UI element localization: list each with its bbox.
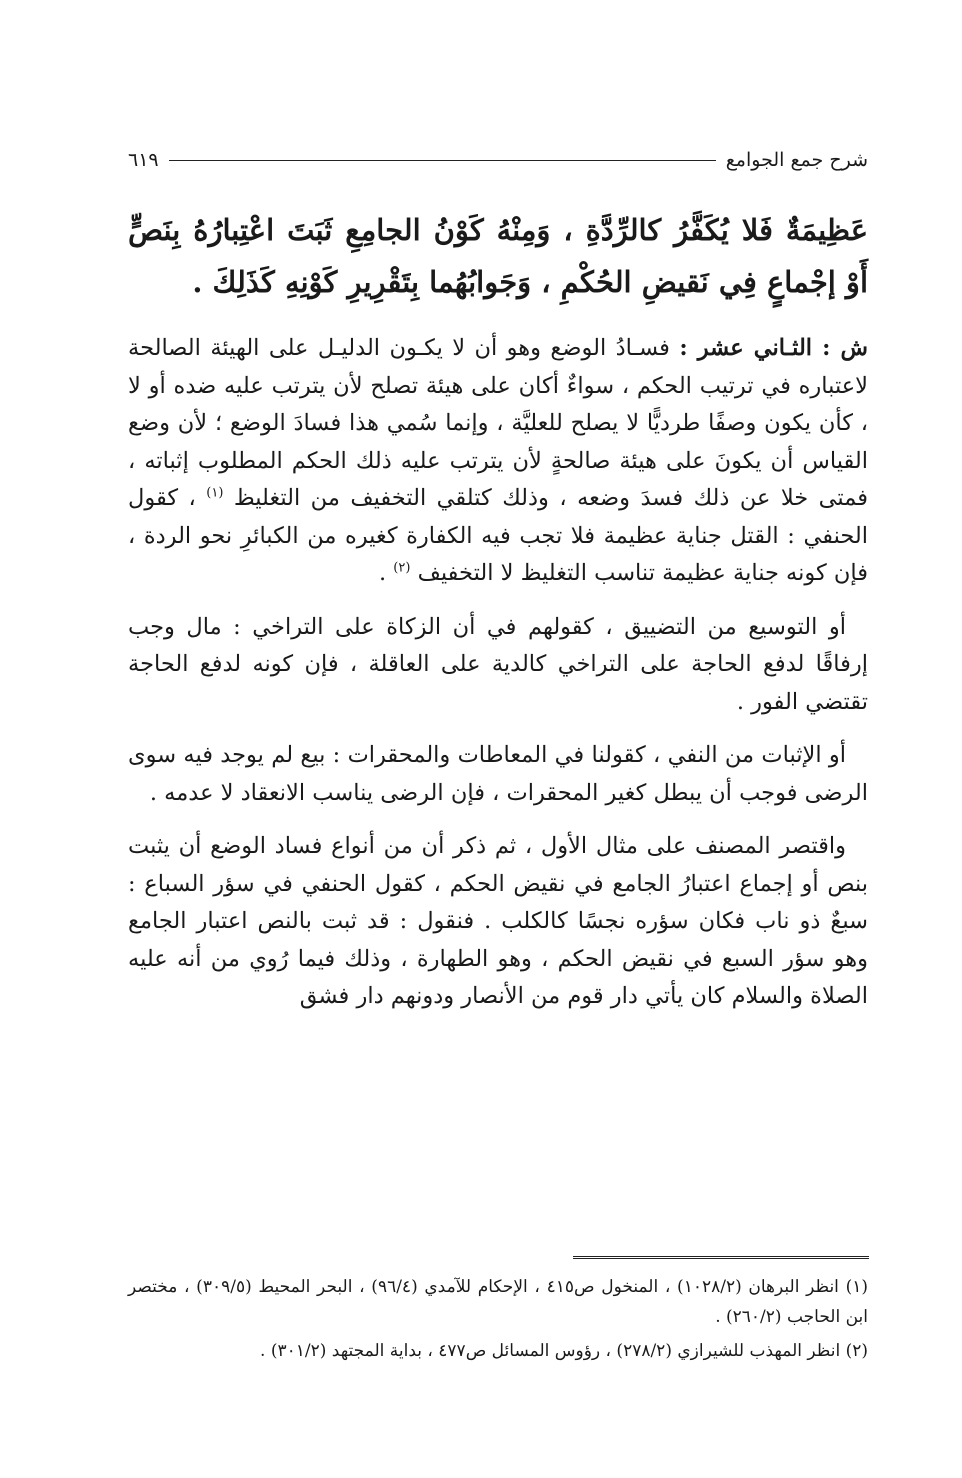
footnote-separator — [573, 1256, 869, 1263]
commentary-paragraph: أو الإثبات من النفي ، كقولنا في المعاطات والمحقرات : بيع لم يوجد فيه سوى الرضى فوجب أن يبطل كغير المحقرات ، فإن الرضى يناسب الانعقاد لا عدمه . — [128, 742, 868, 806]
commentary-paragraph — [128, 330, 868, 593]
commentary-paragraph: أو التوسيع من التضييق ، كقولهم في أن الزكاة على التراخي : مال وجب إرفاقًا لدفع الحاجة على التراخي كالدية على العاقلة ، فإن كونه لدفع الحاجة تقتضي الفور . — [128, 613, 868, 715]
book-title: شرح جمع الجوامع — [725, 149, 868, 171]
running-header — [128, 140, 868, 180]
footnote: (٢) انظر المهذب للشيرازي (٢٧٨/٢) ، رؤوس المسائل ص٤٧٧ ، بداية المجتهد (٣٠١/٢) . — [260, 1341, 868, 1361]
footnotes — [128, 1272, 868, 1370]
footnote-ref[interactable]: (١) — [206, 485, 224, 501]
paragraph-text: ، كقول الحنفي : القتل جناية عظيمة فلا تجب فيه الكفارة كغيره من الكبائرِ نحو الردة ، فإن كونه جناية عظيمة تناسب التغليظ لا التخفيف — [128, 485, 868, 586]
page-body — [128, 140, 868, 1016]
paragraph-lead: ش : الثـاني عشر : — [679, 335, 868, 361]
footnote-ref[interactable]: (٢) — [393, 560, 411, 576]
header-rule — [169, 160, 716, 161]
matn-text: عَظِيمَةٌ فَلا يُكَفَّرُ كالرِّدَّةِ ، وَمِنْهُ كَوْنُ الجامِعِ ثَبَتَ اعْتِبارُهُ بِنَصٍّ أَوْ إجْماعٍ فِي نَقيضِ الحُكْمِ ، وَجَوابُهُما بِتَقْرِيرِ كَوْنِهِ كَذَلِكَ . — [128, 213, 868, 299]
paragraph-text: . — [378, 560, 394, 586]
page-number: ٦١٩ — [128, 149, 159, 171]
commentary-paragraph: واقتصر المصنف على مثال الأول ، ثم ذكر أن من أنواع فساد الوضع أن يثبت بنص أو إجماع اعتبارُ الجامع في نقيض الحكم ، كقول الحنفي في سؤر السباع : سبعٌ ذو ناب فكان سؤره نجسًا كالكلب . فنقول : قد ثبت بالنص اعتبار الجامع وهو سؤر السبع في نقيض الحكم ، وهو الطهارة ، وذلك فيما رُوي من أنه عليه الصلاة والسلام كان يأتي دار قوم من الأنصار ودونهم دار فشق — [128, 833, 868, 1009]
paragraph-text: فسـادُ الوضع وهو أن لا يكـون الدليـل على الهيئة الصالحة لاعتباره في ترتيب الحكم ، سواءٌ أكان على هيئة تصلح لأن يترتب عليه ضده أو لا ، كأن يكون وصفًا طرديًّا لا يصلح للعليَّة ، وإنما سُمي هذا فسادَ الوضع ؛ لأن وضع القياس أن يكونَ على هيئة صالحةٍ لأن يترتب عليه ذلك الحكم المطلوب إثباته ، فمتى خلا عن ذلك فسدَ وضعه ، وذلك كتلقي التخفيف من التغليظ — [128, 335, 868, 511]
footnote: (١) انظر البرهان (١٠٢٨/٢) ، المنخول ص٤١٥ ، الإحكام للآمدي (٩٦/٤) ، البحر المحيط (٣٠٩/٥) ، مختصر ابن الحاجب (٢٦٠/٢) . — [128, 1277, 868, 1327]
